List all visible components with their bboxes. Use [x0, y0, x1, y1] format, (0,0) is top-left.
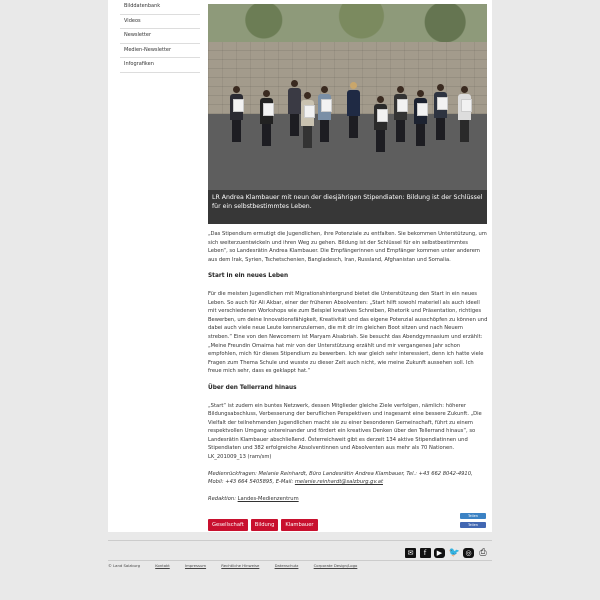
sidebar-item-bilddatenbank[interactable]: Bilddatenbank: [120, 0, 200, 15]
photo-person: [394, 86, 407, 142]
share-buttons: [460, 513, 486, 531]
twitter-share-button[interactable]: Teilen: [460, 513, 486, 519]
article-heading: Start in ein neues Leben: [208, 273, 289, 280]
twitter-icon[interactable]: 🐦: [448, 548, 460, 558]
youtube-icon[interactable]: ▶: [434, 548, 445, 558]
article-main: [208, 4, 488, 531]
photo-person: [374, 96, 387, 152]
photo-trees: [208, 4, 487, 44]
copyright-text: © Land Salzburg: [108, 563, 140, 568]
footer-link-datenschutz[interactable]: Datenschutz: [274, 563, 299, 568]
sidebar-item-medien-newsletter[interactable]: Medien-Newsletter: [120, 44, 200, 59]
tag-bildung[interactable]: Bildung: [251, 519, 279, 531]
slider-dots: [338, 216, 362, 224]
photo-person: [318, 86, 331, 142]
sidebar-item-videos[interactable]: Videos: [120, 15, 200, 30]
article-body: [208, 230, 488, 503]
facebook-share-button[interactable]: Teilen: [460, 522, 486, 528]
photo-person: [414, 90, 427, 146]
photo-person: [458, 86, 471, 142]
footer-divider: [108, 540, 492, 541]
article-paragraph: „Das Stipendium ermutigt die Jugendlichen, ihre Potenziale zu entfalten. Sie bekommen Unterstützung, um sich weiterzuentwickeln und ihren Weg zu gehen. Bildung ist der Schlüssel für ein selbstbestimmtes Leben“, so Landesrätin Andrea Klambauer. Die Empfängerinnen und Empfänger kommen unter anderem aus dem Irak, Syrien, Tschetschenien, Bangladesch, Iran, Russland, Afghanistan und Somalia.: [208, 231, 487, 263]
tag-klambauer[interactable]: Klambauer: [281, 519, 317, 531]
photo-person: [434, 84, 447, 140]
article-heading: Über den Tellerrand hinaus: [208, 384, 297, 391]
facebook-icon[interactable]: f: [420, 548, 431, 558]
redaktion-line: [208, 495, 488, 504]
media-contact: [208, 470, 488, 487]
photo-person: [347, 82, 360, 138]
sidebar-item-newsletter[interactable]: Newsletter: [120, 29, 200, 44]
tag-list: [208, 511, 488, 531]
media-email-link[interactable]: melanie.reinhardt@salzburg.gv.at: [294, 479, 383, 486]
footer-link-kontakt[interactable]: Kontakt: [155, 563, 170, 568]
photo-person: [288, 80, 301, 136]
sidebar-nav: [120, 0, 200, 73]
photo-caption: LR Andrea Klambauer mit neun der diesjährigen Stipendiaten: Bildung ist der Schlüssel für ein selbstbestimmtes Leben.: [208, 190, 487, 224]
photo-person: [260, 90, 273, 146]
tag-gesellschaft[interactable]: Gesellschaft: [208, 519, 248, 531]
footer-link-rechtliche-hinweise[interactable]: Rechtliche Hinweise: [221, 563, 260, 568]
footer-link-impressum[interactable]: Impressum: [184, 563, 207, 568]
article-reference: LK_201009_13 (ram/sm): [208, 454, 272, 461]
media-contact-text: Medienrückfragen: Melanie Reinhardt, Büro Landesrätin Andrea Klambauer, Tel.: +43 662 8042-4910, Mobil: +43 664 5405895, E-Mail:: [208, 470, 473, 486]
footer-link-corporate-design[interactable]: Corporate Design/Logo: [313, 563, 358, 568]
photo-person: [230, 86, 243, 142]
mail-icon[interactable]: ✉: [405, 548, 416, 558]
redaktion-label: Redaktion:: [208, 495, 236, 502]
photo-person: [301, 92, 314, 148]
print-icon[interactable]: ⎙: [479, 548, 487, 558]
article-paragraph: „Start“ ist zudem ein buntes Netzwerk, dessen Mitglieder gleiche Ziele verfolgen, nämlich: höherer Bildungsabschluss, Verbesserung der beruflichen Perspektiven und insgesamt eine bessere Zukunft. „Die Vielfalt der teilnehmenden Jugendlichen macht sie zu einer besonderen Gemeinschaft, führt zu einem respektvollen Umgang untereinander und fördert ein kreatives Denken über den Tellerrand hinaus“, so Landesrätin Klambauer abschließend. Österreichweit gibt es derzeit 134 aktive Stipendiatinnen und Stipendiaten und 382 erfolgreiche Absolventinnen und Absolventen aus mehr als 70 Nationen.: [208, 402, 482, 452]
article-paragraph: Für die meisten Jugendlichen mit Migrationshintergrund bietet die Unterstützung den Start in ein neues Leben. So auch für Ali Akbar, einer der früheren Absolventen: „Start hilft sowohl materiell als auch ideell mit verschiedenen Workshops wie zum Beispiel kreatives Schreiben, Rhetorik und Präsentation, richtiges Bewerben, um deine Innovationsfähigkeit, Kreativität und das eigene Potenzial ausschöpfen zu können und dabei auch viele neue Leute kennenzulernen, die mit dir im gleichen Boot sitzen und nach Neuem streben.“ Eine von den Newcomern ist Maryam Alsabriah. Sie besucht das Abendgymnasium und erzählt: „Meine Freundin Omaima hat mir von der Unterstützung erzählt und mir vergangenes Jahr schon empfohlen, mich für dieses Stipendium zu bewerben. Ich war gleich sehr interessiert, denn ich hatte viele Fragen zum Thema Schule und wusste zu dieser Zeit auch nicht, wie meine Zukunft aussehen soll. Ich freue mich sehr, dass es geklappt hat.“: [208, 290, 488, 375]
redaktion-link[interactable]: Landes-Medienzentrum: [237, 495, 299, 502]
instagram-icon[interactable]: ◎: [463, 548, 474, 558]
sidebar-item-infografiken[interactable]: Infografiken: [120, 58, 200, 73]
footer-links: [108, 560, 492, 568]
hero-photo[interactable]: [208, 4, 487, 224]
